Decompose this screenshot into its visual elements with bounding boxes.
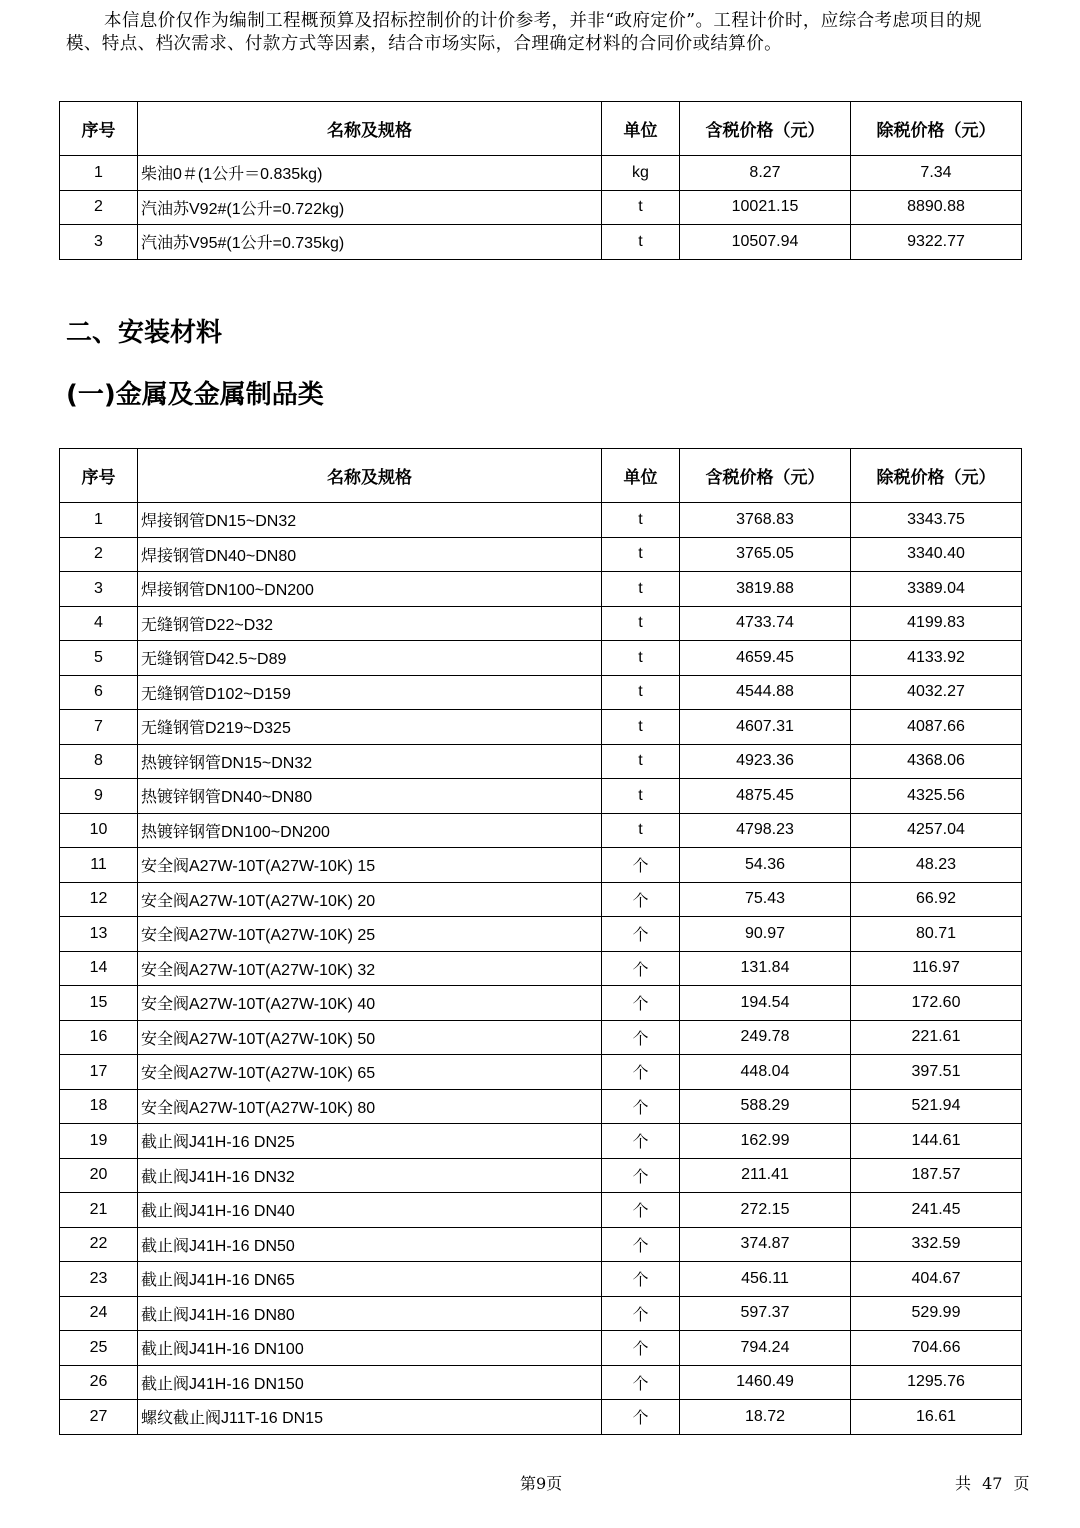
table-row <box>60 744 1022 779</box>
cell-price-with-tax: 588.29 <box>680 1089 851 1124</box>
cell-index: 8 <box>60 744 138 779</box>
cell-name: 无缝钢管D42.5~D89 <box>138 641 602 676</box>
table-row <box>60 848 1022 883</box>
cell-unit: 个 <box>602 1365 680 1400</box>
cell-unit: t <box>602 779 680 814</box>
cell-index: 25 <box>60 1331 138 1366</box>
page-total: 共 47 页 <box>955 1474 1030 1493</box>
cell-price-with-tax: 597.37 <box>680 1296 851 1331</box>
cell-index: 5 <box>60 641 138 676</box>
cell-unit: 个 <box>602 917 680 952</box>
table-row <box>60 1262 1022 1297</box>
table-row <box>60 1296 1022 1331</box>
cell-index: 3 <box>60 225 138 260</box>
cell-price-ex-tax: 9322.77 <box>851 225 1022 260</box>
cell-name: 热镀锌钢管DN40~DN80 <box>138 779 602 814</box>
cell-price-ex-tax: 187.57 <box>851 1158 1022 1193</box>
cell-price-ex-tax: 4368.06 <box>851 744 1022 779</box>
cell-unit: 个 <box>602 1124 680 1159</box>
cell-price-with-tax: 4607.31 <box>680 710 851 745</box>
cell-price-with-tax: 3819.88 <box>680 572 851 607</box>
cell-name: 安全阀A27W-10T(A27W-10K) 25 <box>138 917 602 952</box>
cell-name: 截止阀J41H-16 DN100 <box>138 1331 602 1366</box>
cell-name: 截止阀J41H-16 DN40 <box>138 1193 602 1228</box>
metal-materials-price-table <box>59 448 1022 1435</box>
cell-price-with-tax: 374.87 <box>680 1227 851 1262</box>
cell-name: 焊接钢管DN40~DN80 <box>138 537 602 572</box>
cell-unit: t <box>602 190 680 225</box>
cell-price-ex-tax: 8890.88 <box>851 190 1022 225</box>
cell-price-ex-tax: 4087.66 <box>851 710 1022 745</box>
cell-unit: 个 <box>602 848 680 883</box>
table-row <box>60 1158 1022 1193</box>
cell-price-ex-tax: 332.59 <box>851 1227 1022 1262</box>
cell-index: 1 <box>60 156 138 191</box>
cell-index: 10 <box>60 813 138 848</box>
cell-unit: 个 <box>602 1227 680 1262</box>
cell-name: 截止阀J41H-16 DN25 <box>138 1124 602 1159</box>
cell-index: 20 <box>60 1158 138 1193</box>
cell-index: 21 <box>60 1193 138 1228</box>
cell-price-with-tax: 4659.45 <box>680 641 851 676</box>
cell-price-with-tax: 4544.88 <box>680 675 851 710</box>
table-row <box>60 1020 1022 1055</box>
cell-price-ex-tax: 4032.27 <box>851 675 1022 710</box>
cell-price-with-tax: 1460.49 <box>680 1365 851 1400</box>
col-header-price-ex-tax: 除税价格（元） <box>851 449 1022 503</box>
cell-price-with-tax: 211.41 <box>680 1158 851 1193</box>
cell-price-ex-tax: 4325.56 <box>851 779 1022 814</box>
cell-index: 18 <box>60 1089 138 1124</box>
cell-name: 截止阀J41H-16 DN65 <box>138 1262 602 1297</box>
cell-unit: 个 <box>602 951 680 986</box>
cell-price-with-tax: 794.24 <box>680 1331 851 1366</box>
cell-name: 焊接钢管DN100~DN200 <box>138 572 602 607</box>
cell-unit: t <box>602 675 680 710</box>
cell-price-with-tax: 54.36 <box>680 848 851 883</box>
cell-unit: 个 <box>602 1020 680 1055</box>
cell-price-with-tax: 194.54 <box>680 986 851 1021</box>
table-row <box>60 606 1022 641</box>
table-row <box>60 1193 1022 1228</box>
cell-name: 截止阀J41H-16 DN50 <box>138 1227 602 1262</box>
cell-index: 3 <box>60 572 138 607</box>
table-row <box>60 1227 1022 1262</box>
cell-unit: t <box>602 572 680 607</box>
cell-price-ex-tax: 3389.04 <box>851 572 1022 607</box>
cell-price-ex-tax: 80.71 <box>851 917 1022 952</box>
cell-index: 12 <box>60 882 138 917</box>
cell-name: 安全阀A27W-10T(A27W-10K) 50 <box>138 1020 602 1055</box>
table-row <box>60 537 1022 572</box>
cell-unit: 个 <box>602 1055 680 1090</box>
cell-price-with-tax: 4875.45 <box>680 779 851 814</box>
cell-unit: 个 <box>602 882 680 917</box>
table-header-row <box>60 449 1022 503</box>
cell-price-with-tax: 448.04 <box>680 1055 851 1090</box>
cell-price-with-tax: 4733.74 <box>680 606 851 641</box>
page-number: 第9页 <box>520 1474 563 1493</box>
cell-unit: kg <box>602 156 680 191</box>
cell-price-ex-tax: 66.92 <box>851 882 1022 917</box>
cell-price-ex-tax: 144.61 <box>851 1124 1022 1159</box>
cell-index: 17 <box>60 1055 138 1090</box>
table-row <box>60 572 1022 607</box>
cell-name: 截止阀J41H-16 DN150 <box>138 1365 602 1400</box>
cell-name: 安全阀A27W-10T(A27W-10K) 20 <box>138 882 602 917</box>
cell-price-ex-tax: 221.61 <box>851 1020 1022 1055</box>
cell-price-ex-tax: 48.23 <box>851 848 1022 883</box>
cell-unit: 个 <box>602 1296 680 1331</box>
table-row <box>60 779 1022 814</box>
col-header-unit: 单位 <box>602 449 680 503</box>
table-row <box>60 225 1022 260</box>
cell-name: 安全阀A27W-10T(A27W-10K) 80 <box>138 1089 602 1124</box>
cell-name: 热镀锌钢管DN15~DN32 <box>138 744 602 779</box>
cell-name: 无缝钢管D219~D325 <box>138 710 602 745</box>
table-row <box>60 1089 1022 1124</box>
cell-price-with-tax: 4798.23 <box>680 813 851 848</box>
cell-index: 2 <box>60 537 138 572</box>
cell-price-with-tax: 8.27 <box>680 156 851 191</box>
cell-index: 1 <box>60 503 138 538</box>
cell-price-ex-tax: 3343.75 <box>851 503 1022 538</box>
cell-index: 14 <box>60 951 138 986</box>
table-header-row <box>60 102 1022 156</box>
cell-price-ex-tax: 404.67 <box>851 1262 1022 1297</box>
table-row <box>60 1400 1022 1435</box>
cell-index: 26 <box>60 1365 138 1400</box>
subsection-title: (一)金属及金属制品类 <box>66 380 324 410</box>
cell-price-ex-tax: 16.61 <box>851 1400 1022 1435</box>
cell-price-ex-tax: 7.34 <box>851 156 1022 191</box>
cell-price-with-tax: 162.99 <box>680 1124 851 1159</box>
cell-price-ex-tax: 116.97 <box>851 951 1022 986</box>
cell-name: 安全阀A27W-10T(A27W-10K) 32 <box>138 951 602 986</box>
cell-index: 22 <box>60 1227 138 1262</box>
cell-price-with-tax: 249.78 <box>680 1020 851 1055</box>
col-header-price-ex-tax: 除税价格（元） <box>851 102 1022 156</box>
cell-price-ex-tax: 4133.92 <box>851 641 1022 676</box>
col-header-name: 名称及规格 <box>138 102 602 156</box>
table-row <box>60 190 1022 225</box>
cell-unit: 个 <box>602 1089 680 1124</box>
cell-name: 截止阀J41H-16 DN80 <box>138 1296 602 1331</box>
cell-name: 安全阀A27W-10T(A27W-10K) 40 <box>138 986 602 1021</box>
table-row <box>60 986 1022 1021</box>
cell-index: 24 <box>60 1296 138 1331</box>
cell-price-with-tax: 90.97 <box>680 917 851 952</box>
cell-unit: t <box>602 744 680 779</box>
cell-price-ex-tax: 4257.04 <box>851 813 1022 848</box>
cell-name: 柴油0＃(1公升＝0.835kg) <box>138 156 602 191</box>
cell-unit: t <box>602 503 680 538</box>
col-header-unit: 单位 <box>602 102 680 156</box>
cell-name: 热镀锌钢管DN100~DN200 <box>138 813 602 848</box>
cell-price-with-tax: 3768.83 <box>680 503 851 538</box>
disclaimer-text: 本信息价仅作为编制工程概预算及招标控制价的计价参考，并非“政府定价”。工程计价时，应综合考虑项目的规模、特点、档次需求、付款方式等因素，结合市场实际，合理确定材料的合同价或结算价。 <box>66 11 982 54</box>
table-row <box>60 1331 1022 1366</box>
cell-index: 4 <box>60 606 138 641</box>
table-row <box>60 503 1022 538</box>
table-row <box>60 641 1022 676</box>
cell-price-with-tax: 10021.15 <box>680 190 851 225</box>
cell-unit: t <box>602 606 680 641</box>
cell-price-with-tax: 131.84 <box>680 951 851 986</box>
cell-name: 无缝钢管D22~D32 <box>138 606 602 641</box>
table-row <box>60 1124 1022 1159</box>
cell-price-with-tax: 10507.94 <box>680 225 851 260</box>
cell-name: 汽油苏V95#(1公升=0.735kg) <box>138 225 602 260</box>
cell-index: 9 <box>60 779 138 814</box>
cell-name: 无缝钢管D102~D159 <box>138 675 602 710</box>
cell-price-ex-tax: 4199.83 <box>851 606 1022 641</box>
cell-index: 23 <box>60 1262 138 1297</box>
cell-index: 27 <box>60 1400 138 1435</box>
cell-name: 螺纹截止阀J11T-16 DN15 <box>138 1400 602 1435</box>
cell-price-with-tax: 75.43 <box>680 882 851 917</box>
cell-price-with-tax: 456.11 <box>680 1262 851 1297</box>
cell-price-ex-tax: 241.45 <box>851 1193 1022 1228</box>
col-header-index: 序号 <box>60 102 138 156</box>
cell-name: 截止阀J41H-16 DN32 <box>138 1158 602 1193</box>
cell-index: 11 <box>60 848 138 883</box>
cell-index: 2 <box>60 190 138 225</box>
cell-name: 焊接钢管DN15~DN32 <box>138 503 602 538</box>
cell-price-ex-tax: 529.99 <box>851 1296 1022 1331</box>
cell-index: 6 <box>60 675 138 710</box>
cell-price-with-tax: 18.72 <box>680 1400 851 1435</box>
col-header-index: 序号 <box>60 449 138 503</box>
cell-index: 16 <box>60 1020 138 1055</box>
cell-price-ex-tax: 172.60 <box>851 986 1022 1021</box>
cell-unit: t <box>602 813 680 848</box>
cell-unit: 个 <box>602 1262 680 1297</box>
table-row <box>60 675 1022 710</box>
cell-name: 汽油苏V92#(1公升=0.722kg) <box>138 190 602 225</box>
cell-unit: t <box>602 641 680 676</box>
cell-unit: t <box>602 710 680 745</box>
cell-price-with-tax: 4923.36 <box>680 744 851 779</box>
table-row <box>60 882 1022 917</box>
col-header-price-with-tax: 含税价格（元） <box>680 102 851 156</box>
cell-price-ex-tax: 704.66 <box>851 1331 1022 1366</box>
cell-unit: 个 <box>602 986 680 1021</box>
cell-name: 安全阀A27W-10T(A27W-10K) 65 <box>138 1055 602 1090</box>
cell-unit: 个 <box>602 1193 680 1228</box>
table-row <box>60 813 1022 848</box>
table-row <box>60 1365 1022 1400</box>
section-title: 二、安装材料 <box>66 318 223 348</box>
col-header-price-with-tax: 含税价格（元） <box>680 449 851 503</box>
cell-index: 19 <box>60 1124 138 1159</box>
table-row <box>60 951 1022 986</box>
table-row <box>60 917 1022 952</box>
table-row <box>60 156 1022 191</box>
table-row <box>60 710 1022 745</box>
cell-price-ex-tax: 1295.76 <box>851 1365 1022 1400</box>
cell-index: 13 <box>60 917 138 952</box>
cell-name: 安全阀A27W-10T(A27W-10K) 15 <box>138 848 602 883</box>
cell-unit: 个 <box>602 1158 680 1193</box>
cell-price-ex-tax: 521.94 <box>851 1089 1022 1124</box>
col-header-name: 名称及规格 <box>138 449 602 503</box>
cell-unit: t <box>602 537 680 572</box>
cell-unit: 个 <box>602 1400 680 1435</box>
cell-unit: 个 <box>602 1331 680 1366</box>
cell-unit: t <box>602 225 680 260</box>
cell-index: 7 <box>60 710 138 745</box>
cell-index: 15 <box>60 986 138 1021</box>
cell-price-ex-tax: 397.51 <box>851 1055 1022 1090</box>
cell-price-ex-tax: 3340.40 <box>851 537 1022 572</box>
cell-price-with-tax: 272.15 <box>680 1193 851 1228</box>
table-row <box>60 1055 1022 1090</box>
cell-price-with-tax: 3765.05 <box>680 537 851 572</box>
fuel-price-table <box>59 101 1022 260</box>
